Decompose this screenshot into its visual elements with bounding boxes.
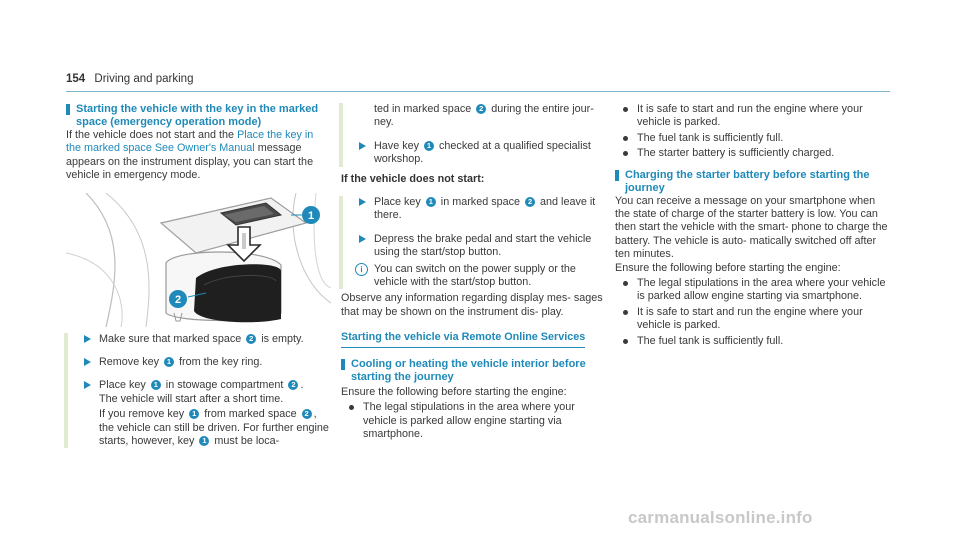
intro-paragraph: If the vehicle does not start and the Place the key in the marked space See Owner's Manual message appears on the instrument display, you can start the vehicle in emergency mode. — [66, 129, 314, 182]
badge-2: 2 — [288, 380, 298, 390]
badge-1: 1 — [424, 141, 434, 151]
callout-1: 1 — [307, 209, 315, 222]
charging-paragraph: You can receive a message on your smartphone when the state of charge of the starter battery is low. You can then start the vehicle with the smart- phone to charge the battery. The vehicle is auto- matically switched off after ten minutes. — [615, 194, 888, 261]
section-title: Driving and parking — [94, 73, 194, 85]
column-1 — [66, 103, 331, 448]
column-2 — [341, 103, 606, 441]
watermark: carmanualsonline.info — [628, 508, 813, 527]
ensure-paragraph: Ensure the following before starting the engine: — [341, 385, 567, 398]
heading-emergency-start: Starting the vehicle with the key in the marked space (emergency operation mode) — [66, 103, 331, 129]
instruction-block-1 — [64, 333, 331, 449]
badge-1: 1 — [189, 409, 199, 419]
step-check-space: Make sure that marked space 2 is empty. — [77, 333, 331, 346]
ensure-paragraph-2: Ensure the following before starting the engine: — [615, 261, 841, 274]
page-header — [66, 73, 193, 85]
badge-1: 1 — [151, 380, 161, 390]
instruction-block-2 — [339, 103, 606, 167]
badge-2: 2 — [525, 197, 535, 207]
bullet-legal-stipulations-2: The legal stipulations in the area where your vehicle is parked allow engine starting via smartphone. — [615, 277, 890, 304]
heading-remote-online-services: Starting the vehicle via Remote Online Services — [341, 331, 585, 347]
bullet-safe-to-start-2: It is safe to start and run the engine where your vehicle is parked. — [615, 306, 890, 333]
bullet-fuel-tank: The fuel tank is sufficiently full. — [615, 132, 890, 145]
step-continued: ted in marked space 2 during the entire jour- ney. — [374, 103, 594, 129]
badge-2: 2 — [246, 334, 256, 344]
heading-charging-battery: Charging the starter battery before starting the journey — [615, 169, 890, 195]
bullet-legal-stipulations: The legal stipulations in the area where your vehicle is parked allow engine starting via smartphone. — [341, 401, 606, 441]
badge-2: 2 — [476, 104, 486, 114]
bullet-starter-battery: The starter battery is sufficiently charged. — [615, 147, 890, 160]
display-message-link[interactable]: Place the key in the marked space See Owner's Manual — [66, 129, 314, 155]
header-rule — [66, 91, 890, 92]
heading-cooling-heating: Cooling or heating the vehicle interior before starting the journey — [341, 358, 606, 384]
step-have-key-checked: Have key 1 checked at a qualified specialist workshop. — [352, 140, 606, 167]
info-note: i You can switch on the power supply or the vehicle with the start/stop button. — [352, 263, 606, 290]
bullet-safe-to-start: It is safe to start and run the engine where your vehicle is parked. — [615, 103, 890, 130]
callout-2: 2 — [174, 293, 182, 306]
info-icon: i — [355, 263, 368, 276]
step-remove-key: Remove key 1 from the key ring. — [77, 356, 331, 369]
badge-1: 1 — [164, 357, 174, 367]
step-place-key-marked-space: Place key 1 in marked space 2 and leave it there. — [352, 196, 606, 223]
instruction-block-3 — [339, 196, 606, 289]
observe-paragraph: Observe any information regarding display mes- sages that may be shown on the instrument dis- play. — [341, 292, 603, 318]
badge-1: 1 — [426, 197, 436, 207]
badge-2: 2 — [302, 409, 312, 419]
step-place-key: Place key 1 in stowage compartment 2 . The vehicle will start after a short time. If you remove key 1 from marked space 2 , the vehicle can still be driven. For further engine starts, however, key 1 must be loca- — [77, 379, 331, 448]
subheading-vehicle-not-start: If the vehicle does not start: — [341, 172, 485, 185]
page-number: 154 — [66, 73, 86, 85]
badge-1: 1 — [199, 436, 209, 446]
stowage-compartment-illustration — [66, 193, 331, 327]
bullet-fuel-tank-2: The fuel tank is sufficiently full. — [615, 335, 890, 348]
column-3 — [615, 103, 890, 348]
step-depress-brake: Depress the brake pedal and start the vehicle using the start/stop button. — [352, 233, 606, 260]
